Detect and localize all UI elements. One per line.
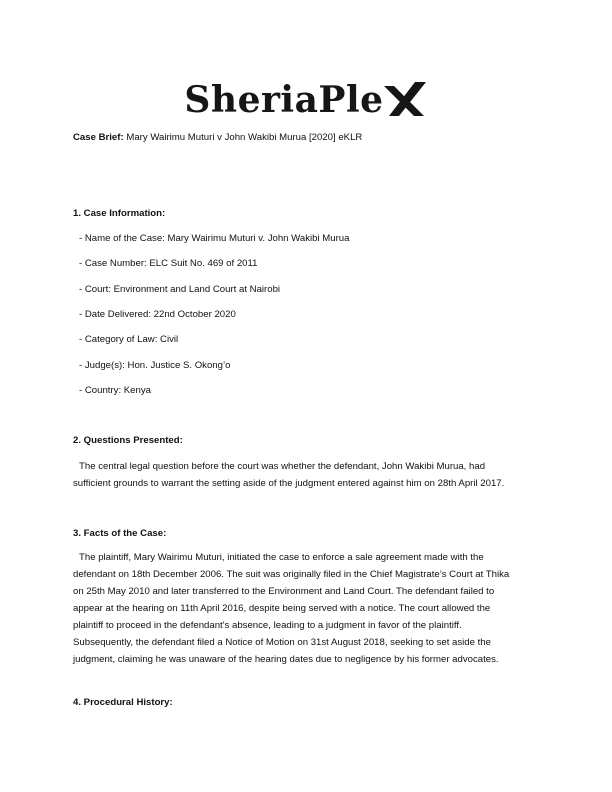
paragraph-line: appear at the hearing on 11th April 2016, despite being served with a notice. The court allowed the <box>73 603 491 614</box>
paragraph-line: The central legal question before the court was whether the defendant, John Wakibi Murua, had <box>79 461 486 472</box>
sheriaplex-logo <box>0 74 612 126</box>
section-heading-facts-of-case: 3. Facts of the Case: <box>73 528 167 539</box>
case-info-item: - Case Number: ELC Suit No. 469 of 2011 <box>79 258 258 269</box>
logo-x-mark-icon <box>382 80 428 120</box>
case-info-item: - Name of the Case: Mary Wairimu Muturi v. John Wakibi Murua <box>79 233 350 244</box>
section-heading-questions-presented: 2. Questions Presented: <box>73 435 183 446</box>
section-heading-procedural-history: 4. Procedural History: <box>73 697 173 708</box>
paragraph-line: sufficient grounds to warrant the setting aside of the judgment entered against him on 28th April 2017. <box>73 478 505 489</box>
paragraph-line: plaintiff to proceed in the defendant's absence, leading to a judgment in favor of the plaintiff. <box>73 620 462 631</box>
questions-paragraph <box>73 458 543 492</box>
case-info-item: - Judge(s): Hon. Justice S. Okong’o <box>79 360 231 371</box>
case-info-item: - Date Delivered: 22nd October 2020 <box>79 309 236 320</box>
case-info-item: - Country: Kenya <box>79 385 151 396</box>
facts-paragraph <box>73 549 543 668</box>
case-brief-title: Mary Wairimu Muturi v John Wakibi Murua [2020] eKLR <box>126 132 363 143</box>
case-info-item: - Court: Environment and Land Court at Nairobi <box>79 284 281 295</box>
logo-wordmark: SheriaPle <box>184 79 384 121</box>
case-brief-label: Case Brief: <box>73 132 124 143</box>
paragraph-line: defendant on 18th December 2006. The suit was originally filed in the Chief Magistrate’s Court at Thika <box>73 569 510 580</box>
case-brief-line <box>73 132 362 144</box>
section-heading-case-information: 1. Case Information: <box>73 208 166 219</box>
paragraph-line: judgment, claiming he was unaware of the hearing dates due to negligence by his former advocates. <box>73 654 499 665</box>
paragraph-line: The plaintiff, Mary Wairimu Muturi, initiated the case to enforce a sale agreement made with the <box>79 552 484 563</box>
case-info-item: - Category of Law: Civil <box>79 334 179 345</box>
paragraph-line: Subsequently, the defendant filed a Notice of Motion on 31st August 2018, seeking to set aside the <box>73 637 491 648</box>
paragraph-line: on 25th May 2010 and later transferred to the Environment and Land Court. The defendant failed to <box>73 586 495 597</box>
